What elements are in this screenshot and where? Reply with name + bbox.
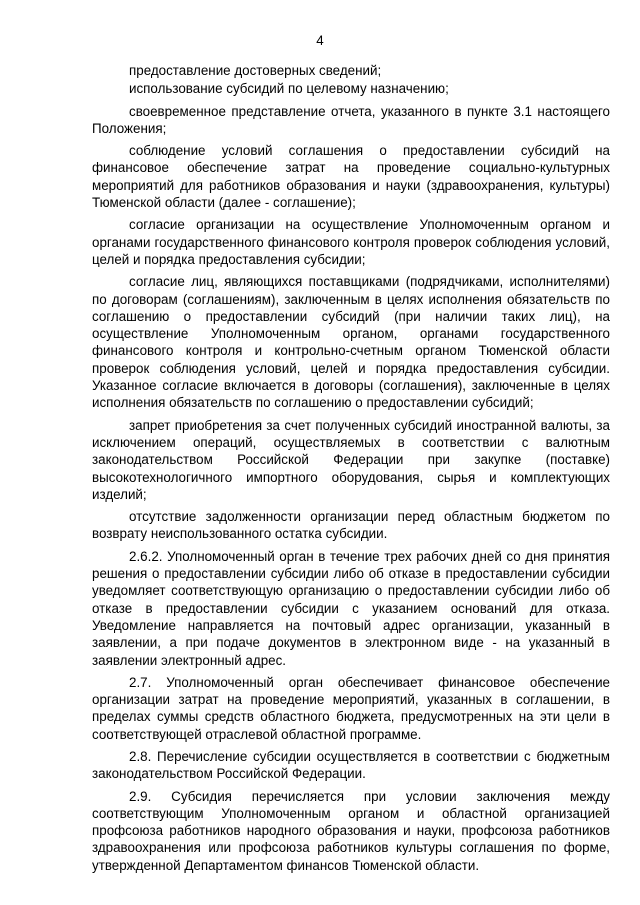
document-body bbox=[92, 62, 610, 879]
paragraph: согласие организации на осуществление Уполномоченным органом и органами государственного финансового контроля проверок соблюдения условий, целей и порядка предоставления субсидии; bbox=[92, 217, 610, 267]
paragraph: соблюдение условий соглашения о предоставлении субсидий на финансовое обеспечение затрат на проведение социально-культурных мероприятий для работников образования и науки (здравоохранения, культуры) Тюменской области (далее - соглашение); bbox=[92, 143, 610, 211]
paragraph: своевременное представление отчета, указанного в пункте 3.1 настоящего Положения; bbox=[92, 103, 610, 136]
paragraph: отсутствие задолженности организации перед областным бюджетом по возврату неиспользованного остатка субсидии. bbox=[92, 509, 610, 542]
paragraph: 2.8. Перечисление субсидии осуществляется в соответствии с бюджетным законодательством Российской Федерации. bbox=[92, 748, 610, 782]
paragraph: запрет приобретения за счет полученных субсидий иностранной валюты, за исключением операций, осуществляемых в соответствии с валютным законодательством Российской Федерации при закупке (поставке) высокотехнологичного импортного оборудования, сырья и комплектующих изделий; bbox=[92, 417, 610, 502]
paragraph: согласие лиц, являющихся поставщиками (подрядчиками, исполнителями) по договорам (соглашениям), заключенным в целях исполнения обязательств по соглашению о предоставлении субсидий (при наличии таких лиц), на осуществление Уполномоченным органом, органами государственного финансового контроля и контрольно-счетным органом Тюменской области проверок соблюдения условий, целей и порядка предоставления субсидии. Указанное согласие включается в договоры (соглашения), заключенные в целях исполнения обязательств по соглашению о предоставлении субсидий; bbox=[92, 274, 610, 411]
page-number: 4 bbox=[316, 33, 324, 48]
paragraph: 2.6.2. Уполномоченный орган в течение трех рабочих дней со дня принятия решения о предоставлении субсидии либо об отказе в предоставлении субсидии уведомляет соответствующую организацию о предоставлении субсидии либо об отказе в предоставлении субсидии с указанием оснований для отказа. Уведомление направляется на почтовый адрес организации, указанный в заявлении, а при подаче документов в электронном виде - на указанный в заявлении электронный адрес. bbox=[92, 548, 610, 668]
paragraph: использование субсидий по целевому назначению; bbox=[129, 81, 449, 97]
paragraph: предоставление достоверных сведений; bbox=[129, 63, 382, 78]
paragraph: 2.9. Субсидия перечисляется при условии заключения между соответствующим Уполномоченным органом и областной организацией профсоюза работников народного образования и науки, профсоюза работников здравоохранения или профсоюза работников культуры соглашения по форме, утвержденной Департаментом финансов Тюменской области. bbox=[92, 788, 610, 873]
paragraph: 2.7. Уполномоченный орган обеспечивает финансовое обеспечение организации затрат на проведение мероприятий, указанных в соглашении, в пределах суммы средств областного бюджета, предусмотренных на эти цели в соответствующей отраслевой областной программе. bbox=[92, 674, 610, 742]
